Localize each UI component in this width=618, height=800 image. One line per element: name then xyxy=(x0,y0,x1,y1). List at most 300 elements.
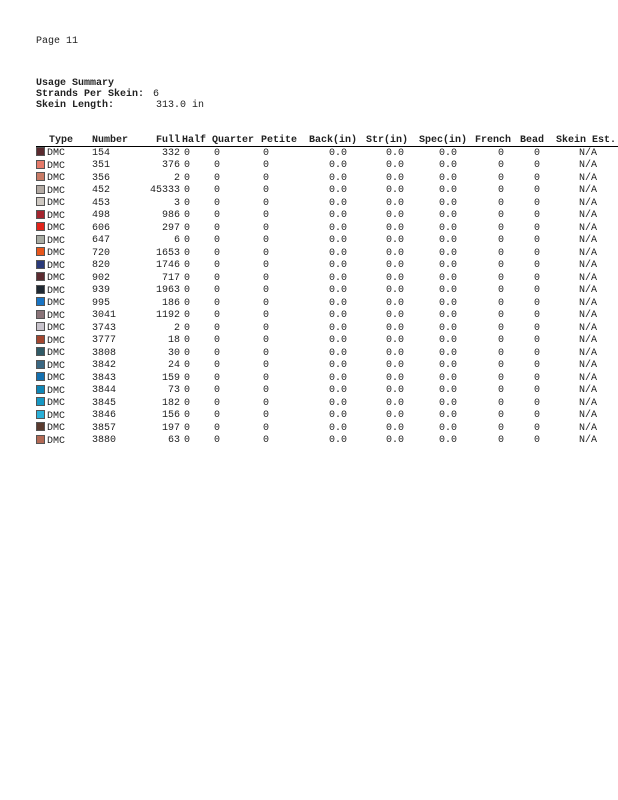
cell-half: 0 xyxy=(184,235,191,246)
cell-back: 0.0 xyxy=(329,435,348,446)
cell-number: 902 xyxy=(92,272,111,284)
cell-petite: 0 xyxy=(263,210,270,221)
cell-petite: 0 xyxy=(263,310,270,321)
cell-quarter: 0 xyxy=(214,235,221,246)
cell-bead: 0 xyxy=(534,185,541,196)
cell-type xyxy=(36,322,92,335)
cell-skein-est: N/A xyxy=(579,160,598,171)
thread-type: DMC xyxy=(47,398,66,409)
cell-bead: 0 xyxy=(534,147,541,159)
table-row xyxy=(36,310,618,323)
cell-french: 0 xyxy=(498,185,505,196)
header-skein-est: Skein Est. xyxy=(556,135,618,147)
cell-full: 2 xyxy=(173,322,180,334)
cell-bead: 0 xyxy=(534,260,541,271)
cell-bead: 0 xyxy=(534,172,541,184)
cell-petite: 0 xyxy=(263,172,270,184)
cell-french: 0 xyxy=(498,285,505,296)
cell-skein-est: N/A xyxy=(579,272,598,284)
cell-str: 0.0 xyxy=(386,335,405,346)
table-row xyxy=(36,185,618,198)
table-row xyxy=(36,297,618,310)
cell-bead: 0 xyxy=(534,385,541,396)
cell-full: 186 xyxy=(161,297,180,309)
cell-full: 297 xyxy=(161,222,180,234)
cell-bead: 0 xyxy=(534,422,541,434)
cell-number: 356 xyxy=(92,172,111,184)
cell-spec: 0.0 xyxy=(439,360,458,371)
table-row xyxy=(36,247,618,260)
cell-bead: 0 xyxy=(534,297,541,309)
cell-bead: 0 xyxy=(534,435,541,446)
cell-quarter: 0 xyxy=(214,172,221,184)
thread-type: DMC xyxy=(47,310,66,322)
cell-number: 3743 xyxy=(92,322,117,334)
table-row xyxy=(36,147,618,160)
cell-bead: 0 xyxy=(534,247,541,259)
table-row xyxy=(36,160,618,173)
cell-spec: 0.0 xyxy=(439,310,458,321)
cell-str: 0.0 xyxy=(386,285,405,296)
cell-back: 0.0 xyxy=(329,347,348,359)
usage-table xyxy=(36,135,618,447)
cell-french: 0 xyxy=(498,322,505,334)
cell-type xyxy=(36,360,92,373)
cell-french: 0 xyxy=(498,360,505,371)
cell-half: 0 xyxy=(184,435,191,446)
cell-full: 3 xyxy=(173,197,180,209)
cell-number: 606 xyxy=(92,222,111,234)
color-swatch xyxy=(36,185,45,194)
cell-french: 0 xyxy=(498,172,505,184)
cell-petite: 0 xyxy=(263,372,270,384)
cell-full: 156 xyxy=(161,410,180,421)
cell-petite: 0 xyxy=(263,385,270,396)
cell-str: 0.0 xyxy=(386,422,405,434)
thread-type: DMC xyxy=(47,223,66,234)
cell-quarter: 0 xyxy=(214,397,221,409)
cell-back: 0.0 xyxy=(329,147,348,159)
cell-half: 0 xyxy=(184,347,191,359)
cell-half: 0 xyxy=(184,335,191,346)
cell-spec: 0.0 xyxy=(439,260,458,271)
cell-back: 0.0 xyxy=(329,310,348,321)
cell-french: 0 xyxy=(498,297,505,309)
cell-back: 0.0 xyxy=(329,385,348,396)
cell-full: 73 xyxy=(167,385,180,396)
cell-back: 0.0 xyxy=(329,360,348,371)
cell-str: 0.0 xyxy=(386,247,405,259)
cell-petite: 0 xyxy=(263,197,270,209)
cell-number: 498 xyxy=(92,210,111,221)
cell-bead: 0 xyxy=(534,210,541,221)
cell-type xyxy=(36,422,92,435)
cell-number: 452 xyxy=(92,185,111,196)
color-swatch xyxy=(36,235,45,244)
cell-half: 0 xyxy=(184,397,191,409)
color-swatch xyxy=(36,297,45,306)
table-row xyxy=(36,197,618,210)
cell-number: 3880 xyxy=(92,435,117,446)
cell-skein-est: N/A xyxy=(579,222,598,234)
cell-french: 0 xyxy=(498,160,505,171)
cell-full: 1963 xyxy=(155,285,180,296)
cell-half: 0 xyxy=(184,322,191,334)
cell-type xyxy=(36,335,92,348)
cell-petite: 0 xyxy=(263,222,270,234)
cell-petite: 0 xyxy=(263,160,270,171)
table-header-row xyxy=(36,135,618,147)
cell-half: 0 xyxy=(184,372,191,384)
color-swatch xyxy=(36,435,45,444)
cell-spec: 0.0 xyxy=(439,335,458,346)
cell-skein-est: N/A xyxy=(579,172,598,184)
color-swatch xyxy=(36,272,45,281)
cell-quarter: 0 xyxy=(214,147,221,159)
cell-petite: 0 xyxy=(263,285,270,296)
cell-type xyxy=(36,347,92,360)
cell-type xyxy=(36,285,92,298)
cell-spec: 0.0 xyxy=(439,385,458,396)
thread-type: DMC xyxy=(47,360,66,372)
header-number: Number xyxy=(92,135,140,147)
table-row xyxy=(36,222,618,235)
cell-half: 0 xyxy=(184,185,191,196)
cell-french: 0 xyxy=(498,397,505,409)
cell-spec: 0.0 xyxy=(439,435,458,446)
cell-type xyxy=(36,372,92,385)
header-spec: Spec(in) xyxy=(419,135,475,147)
cell-bead: 0 xyxy=(534,160,541,171)
cell-str: 0.0 xyxy=(386,222,405,234)
cell-number: 995 xyxy=(92,297,111,309)
cell-petite: 0 xyxy=(263,335,270,346)
cell-back: 0.0 xyxy=(329,272,348,284)
cell-skein-est: N/A xyxy=(579,410,598,421)
thread-type: DMC xyxy=(47,435,66,447)
cell-skein-est: N/A xyxy=(579,435,598,446)
cell-full: 376 xyxy=(161,160,180,171)
cell-full: 45333 xyxy=(149,185,180,196)
thread-type: DMC xyxy=(47,410,66,422)
cell-full: 24 xyxy=(167,360,180,371)
thread-type: DMC xyxy=(47,210,66,222)
header-back: Back(in) xyxy=(309,135,366,147)
color-swatch xyxy=(36,372,45,381)
table-row xyxy=(36,285,618,298)
header-half: Half xyxy=(182,135,212,147)
cell-spec: 0.0 xyxy=(439,410,458,421)
cell-type xyxy=(36,272,92,285)
cell-quarter: 0 xyxy=(214,272,221,284)
color-swatch xyxy=(36,147,45,156)
cell-number: 720 xyxy=(92,247,111,259)
cell-number: 154 xyxy=(92,147,111,159)
cell-french: 0 xyxy=(498,335,505,346)
thread-type: DMC xyxy=(47,160,66,172)
cell-bead: 0 xyxy=(534,372,541,384)
cell-half: 0 xyxy=(184,160,191,171)
cell-petite: 0 xyxy=(263,422,270,434)
thread-type: DMC xyxy=(47,185,66,197)
table-row xyxy=(36,372,618,385)
cell-quarter: 0 xyxy=(214,247,221,259)
cell-petite: 0 xyxy=(263,235,270,246)
page-number: Page 11 xyxy=(36,36,79,47)
table-row xyxy=(36,335,618,348)
cell-quarter: 0 xyxy=(214,310,221,321)
cell-skein-est: N/A xyxy=(579,397,598,409)
cell-quarter: 0 xyxy=(214,285,221,296)
cell-back: 0.0 xyxy=(329,197,348,209)
cell-quarter: 0 xyxy=(214,160,221,171)
cell-type xyxy=(36,210,92,223)
cell-french: 0 xyxy=(498,310,505,321)
cell-quarter: 0 xyxy=(214,335,221,346)
cell-type xyxy=(36,185,92,198)
cell-quarter: 0 xyxy=(214,435,221,446)
cell-skein-est: N/A xyxy=(579,310,598,321)
cell-bead: 0 xyxy=(534,222,541,234)
cell-type xyxy=(36,397,92,410)
thread-type: DMC xyxy=(47,148,66,159)
cell-spec: 0.0 xyxy=(439,347,458,359)
thread-type: DMC xyxy=(47,285,66,297)
thread-type: DMC xyxy=(47,198,66,209)
cell-skein-est: N/A xyxy=(579,247,598,259)
cell-bead: 0 xyxy=(534,335,541,346)
cell-half: 0 xyxy=(184,410,191,421)
cell-half: 0 xyxy=(184,260,191,271)
cell-full: 30 xyxy=(167,347,180,359)
cell-number: 939 xyxy=(92,285,111,296)
cell-skein-est: N/A xyxy=(579,235,598,246)
color-swatch xyxy=(36,285,45,294)
cell-full: 18 xyxy=(167,335,180,346)
color-swatch xyxy=(36,172,45,181)
cell-skein-est: N/A xyxy=(579,347,598,359)
cell-quarter: 0 xyxy=(214,185,221,196)
table-row xyxy=(36,322,618,335)
cell-skein-est: N/A xyxy=(579,360,598,371)
cell-bead: 0 xyxy=(534,322,541,334)
cell-spec: 0.0 xyxy=(439,160,458,171)
strands-label: Strands Per Skein: xyxy=(36,89,145,100)
cell-full: 197 xyxy=(161,422,180,434)
cell-quarter: 0 xyxy=(214,222,221,234)
cell-type xyxy=(36,247,92,260)
cell-bead: 0 xyxy=(534,360,541,371)
cell-number: 3845 xyxy=(92,397,117,409)
cell-half: 0 xyxy=(184,172,191,184)
cell-back: 0.0 xyxy=(329,397,348,409)
cell-full: 6 xyxy=(173,235,180,246)
cell-petite: 0 xyxy=(263,397,270,409)
cell-bead: 0 xyxy=(534,197,541,209)
header-type: Type xyxy=(36,135,92,147)
color-swatch xyxy=(36,210,45,219)
cell-french: 0 xyxy=(498,385,505,396)
cell-bead: 0 xyxy=(534,310,541,321)
cell-full: 986 xyxy=(161,210,180,221)
color-swatch xyxy=(36,335,45,344)
cell-str: 0.0 xyxy=(386,347,405,359)
cell-skein-est: N/A xyxy=(579,260,598,271)
cell-str: 0.0 xyxy=(386,397,405,409)
cell-half: 0 xyxy=(184,197,191,209)
summary-title: Usage Summary xyxy=(36,78,115,89)
color-swatch xyxy=(36,197,45,206)
cell-quarter: 0 xyxy=(214,385,221,396)
cell-back: 0.0 xyxy=(329,247,348,259)
color-swatch xyxy=(36,247,45,256)
thread-type: DMC xyxy=(47,323,66,334)
table-row xyxy=(36,385,618,398)
cell-french: 0 xyxy=(498,347,505,359)
cell-half: 0 xyxy=(184,360,191,371)
cell-number: 3843 xyxy=(92,372,117,384)
cell-back: 0.0 xyxy=(329,297,348,309)
cell-skein-est: N/A xyxy=(579,372,598,384)
cell-type xyxy=(36,260,92,273)
cell-quarter: 0 xyxy=(214,372,221,384)
cell-str: 0.0 xyxy=(386,410,405,421)
cell-french: 0 xyxy=(498,435,505,446)
cell-quarter: 0 xyxy=(214,422,221,434)
cell-petite: 0 xyxy=(263,272,270,284)
cell-quarter: 0 xyxy=(214,322,221,334)
cell-quarter: 0 xyxy=(214,410,221,421)
cell-str: 0.0 xyxy=(386,185,405,196)
cell-half: 0 xyxy=(184,310,191,321)
table-row xyxy=(36,272,618,285)
color-swatch xyxy=(36,260,45,269)
cell-type xyxy=(36,197,92,210)
thread-type: DMC xyxy=(47,335,66,347)
cell-type xyxy=(36,147,92,160)
cell-number: 3808 xyxy=(92,347,117,359)
cell-half: 0 xyxy=(184,222,191,234)
cell-spec: 0.0 xyxy=(439,172,458,184)
cell-petite: 0 xyxy=(263,435,270,446)
color-swatch xyxy=(36,397,45,406)
thread-type: DMC xyxy=(47,248,66,259)
thread-type: DMC xyxy=(47,298,66,309)
cell-skein-est: N/A xyxy=(579,422,598,434)
table-row xyxy=(36,435,618,448)
cell-petite: 0 xyxy=(263,347,270,359)
color-swatch xyxy=(36,422,45,431)
cell-spec: 0.0 xyxy=(439,147,458,159)
cell-back: 0.0 xyxy=(329,372,348,384)
header-full: Full xyxy=(140,135,182,147)
cell-quarter: 0 xyxy=(214,297,221,309)
cell-spec: 0.0 xyxy=(439,235,458,246)
cell-spec: 0.0 xyxy=(439,272,458,284)
cell-back: 0.0 xyxy=(329,235,348,246)
cell-number: 453 xyxy=(92,197,111,209)
cell-french: 0 xyxy=(498,147,505,159)
thread-type: DMC xyxy=(47,173,66,184)
cell-petite: 0 xyxy=(263,147,270,159)
color-swatch xyxy=(36,322,45,331)
cell-spec: 0.0 xyxy=(439,197,458,209)
table-row xyxy=(36,172,618,185)
cell-str: 0.0 xyxy=(386,147,405,159)
cell-str: 0.0 xyxy=(386,210,405,221)
cell-skein-est: N/A xyxy=(579,197,598,209)
cell-spec: 0.0 xyxy=(439,210,458,221)
cell-back: 0.0 xyxy=(329,160,348,171)
cell-back: 0.0 xyxy=(329,322,348,334)
cell-back: 0.0 xyxy=(329,260,348,271)
usage-summary xyxy=(36,78,204,111)
cell-petite: 0 xyxy=(263,410,270,421)
cell-str: 0.0 xyxy=(386,372,405,384)
table-row xyxy=(36,422,618,435)
color-swatch xyxy=(36,385,45,394)
cell-back: 0.0 xyxy=(329,222,348,234)
header-petite: Petite xyxy=(261,135,309,147)
cell-type xyxy=(36,297,92,310)
header-french: French xyxy=(475,135,520,147)
cell-spec: 0.0 xyxy=(439,297,458,309)
cell-full: 1746 xyxy=(155,260,180,271)
cell-back: 0.0 xyxy=(329,185,348,196)
cell-french: 0 xyxy=(498,422,505,434)
cell-spec: 0.0 xyxy=(439,185,458,196)
cell-spec: 0.0 xyxy=(439,247,458,259)
cell-str: 0.0 xyxy=(386,235,405,246)
thread-type: DMC xyxy=(47,423,66,434)
cell-type xyxy=(36,435,92,448)
color-swatch xyxy=(36,222,45,231)
cell-str: 0.0 xyxy=(386,160,405,171)
cell-half: 0 xyxy=(184,385,191,396)
table-row xyxy=(36,210,618,223)
cell-spec: 0.0 xyxy=(439,322,458,334)
cell-quarter: 0 xyxy=(214,197,221,209)
cell-french: 0 xyxy=(498,197,505,209)
table-row xyxy=(36,410,618,423)
cell-number: 3842 xyxy=(92,360,117,371)
cell-str: 0.0 xyxy=(386,272,405,284)
usage-table-body xyxy=(36,147,618,448)
cell-back: 0.0 xyxy=(329,422,348,434)
skein-length-value: 313.0 in xyxy=(156,100,205,111)
cell-back: 0.0 xyxy=(329,410,348,421)
cell-str: 0.0 xyxy=(386,435,405,446)
cell-skein-est: N/A xyxy=(579,322,598,334)
cell-french: 0 xyxy=(498,210,505,221)
cell-full: 332 xyxy=(161,147,180,159)
cell-french: 0 xyxy=(498,222,505,234)
cell-petite: 0 xyxy=(263,260,270,271)
cell-str: 0.0 xyxy=(386,260,405,271)
header-str: Str(in) xyxy=(366,135,419,147)
cell-type xyxy=(36,310,92,323)
thread-type: DMC xyxy=(47,348,66,359)
cell-bead: 0 xyxy=(534,285,541,296)
header-quarter: Quarter xyxy=(212,135,261,147)
cell-back: 0.0 xyxy=(329,210,348,221)
cell-skein-est: N/A xyxy=(579,385,598,396)
cell-petite: 0 xyxy=(263,360,270,371)
cell-str: 0.0 xyxy=(386,385,405,396)
cell-skein-est: N/A xyxy=(579,185,598,196)
cell-petite: 0 xyxy=(263,322,270,334)
table-row xyxy=(36,360,618,373)
